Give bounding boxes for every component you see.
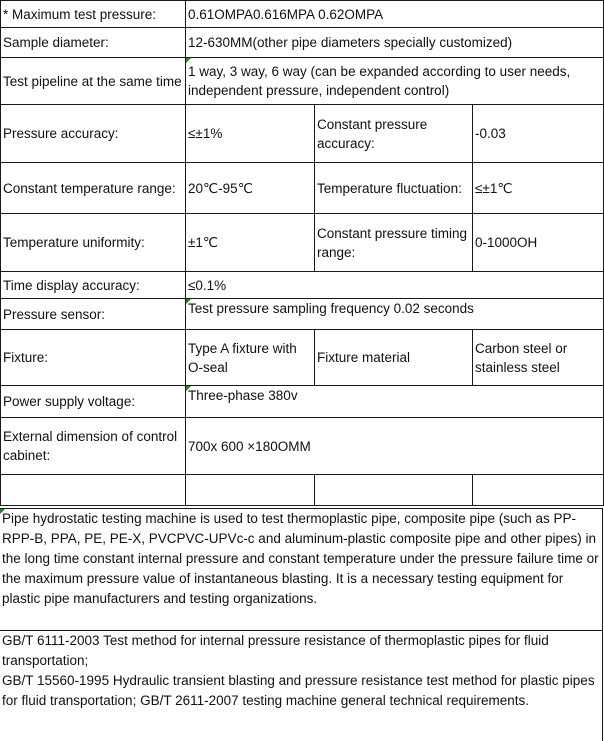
label-max-pressure: * Maximum test pressure: [1, 1, 186, 28]
value-pressure-timing-range: 0-1000OH [473, 214, 604, 272]
standard-line-1: GB/T 6111-2003 Test method for internal pressure resistance of thermoplastic pipes for fluid transportation; [2, 633, 549, 668]
label-cabinet-dimension: External dimension of control cabinet: [1, 418, 186, 475]
label-time-display: Time display accuracy: [1, 272, 186, 299]
label-pressure-timing-range: Constant pressure timing range: [315, 214, 473, 272]
empty-cell [315, 475, 473, 506]
row-temperature-range [1, 163, 604, 214]
value-pressure-sensor: Test pressure sampling frequency 0.02 seconds [186, 299, 604, 330]
label-sample-diameter: Sample diameter: [1, 28, 186, 58]
label-power-supply: Power supply voltage: [1, 386, 186, 418]
label-constant-pressure-accuracy: Constant pressure accuracy: [315, 105, 473, 163]
row-sample-diameter [1, 28, 604, 58]
row-empty [1, 475, 604, 506]
value-fixture: Type A fixture with O-seal [186, 330, 315, 386]
row-pressure-accuracy [1, 105, 604, 163]
value-constant-pressure-accuracy: -0.03 [473, 105, 604, 163]
label-pressure-accuracy: Pressure accuracy: [1, 105, 186, 163]
empty-cell [1, 475, 186, 506]
row-cabinet-dimension [1, 418, 604, 475]
label-test-pipeline: Test pipeline at the same time [1, 58, 186, 105]
row-pressure-sensor [1, 299, 604, 330]
row-temperature-uniformity [1, 214, 604, 272]
standard-line-2: GB/T 15560-1995 Hydraulic transient blasting and pressure resistance test method for plastic pipes for fluid transportation; GB/T 2611-2007 testing machine general technical requirements. [2, 673, 595, 708]
empty-cell [473, 475, 604, 506]
label-fixture-material: Fixture material [315, 330, 473, 386]
value-temperature-range: 20℃-95℃ [186, 163, 315, 214]
value-temperature-fluctuation: ≤±1℃ [473, 163, 604, 214]
row-fixture [1, 330, 604, 386]
row-test-pipeline [1, 58, 604, 105]
right-border [602, 508, 603, 741]
value-pressure-accuracy: ≤±1% [186, 105, 315, 163]
value-test-pipeline: 1 way, 3 way, 6 way (can be expanded according to user needs, independent pressure, independent control) [186, 58, 604, 105]
standards-block [0, 630, 602, 711]
value-max-pressure: 0.61OMPA0.616MPA 0.62OMPA [186, 1, 604, 28]
value-temperature-uniformity: ±1℃ [186, 214, 315, 272]
description-paragraph: Pipe hydrostatic testing machine is used to test thermoplastic pipe, composite pipe (such as PP-RPP-B, PPA, PE, PE-X, PVCPVC-UPVc-c and aluminum-plastic composite pipe and other pipes) in the long time constant internal pressure and constant temperature under the pressure failure time or the maximum pressure value of instantaneous blasting. It is a necessary testing equipment for plastic pipe manufacturers and testing organizations. [0, 508, 602, 609]
value-power-supply: Three-phase 380v [186, 386, 604, 418]
value-cabinet-dimension: 700x 600 ×180OMM [186, 418, 604, 475]
value-sample-diameter: 12-630MM(other pipe diameters specially customized) [186, 28, 604, 58]
row-power-supply [1, 386, 604, 418]
row-time-display [1, 272, 604, 299]
value-fixture-material: Carbon steel or stainless steel [473, 330, 604, 386]
label-temperature-uniformity: Temperature uniformity: [1, 214, 186, 272]
value-time-display: ≤0.1% [186, 272, 604, 299]
label-pressure-sensor: Pressure sensor: [1, 299, 186, 330]
row-max-pressure [1, 1, 604, 28]
empty-cell [186, 475, 315, 506]
label-fixture: Fixture: [1, 330, 186, 386]
label-temperature-range: Constant temperature range: [1, 163, 186, 214]
label-temperature-fluctuation: Temperature fluctuation: [315, 163, 473, 214]
